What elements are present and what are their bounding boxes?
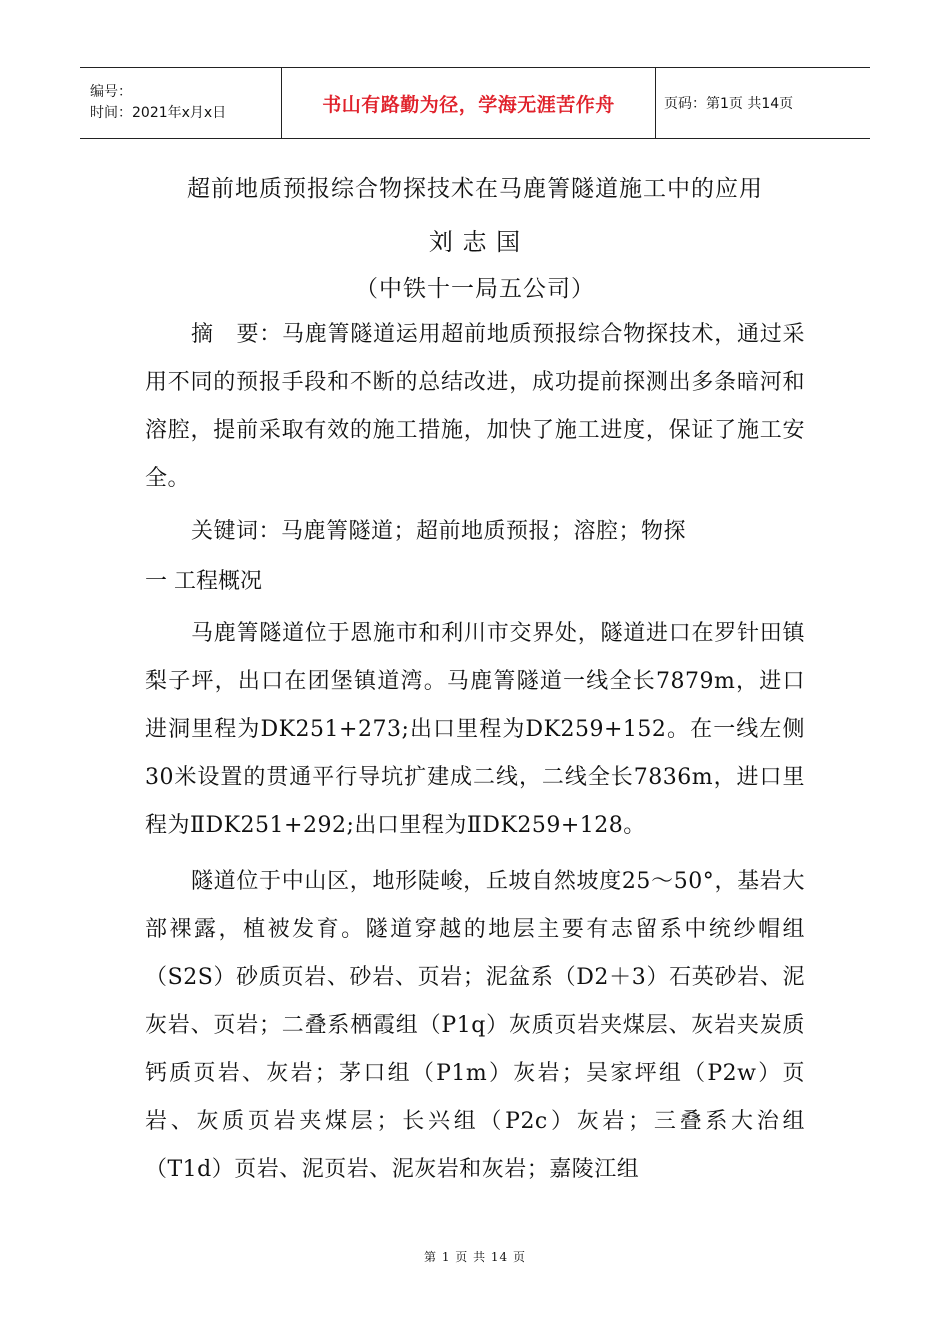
body-paragraph-1: 马鹿箐隧道位于恩施市和利川市交界处，隧道进口在罗针田镇梨子坪，出口在团堡镇道湾。马鹿箐隧道一线全长7879m，进口进洞里程为DK251+273;出口里程为DK259+152。在一线左侧30米设置的贯通平行导坑扩建成二线，二线全长7836m，进口里程为ⅡDK251+292;出口里程为ⅡDK259+128。 — [145, 621, 805, 838]
header-motto-cell — [282, 68, 656, 138]
author-name: 刘 志 国 — [428, 228, 522, 256]
page-footer: 第 1 页 共 14 页 — [424, 1250, 526, 1264]
author-affiliation: （中铁十一局五公司） — [355, 276, 595, 302]
abstract-paragraph: 摘 要：马鹿箐隧道运用超前地质预报综合物探技术，通过采用不同的预报手段和不断的总结改进，成功提前探测出多条暗河和溶腔，提前采取有效的施工措施，加快了施工进度，保证了施工安全。 — [145, 322, 805, 491]
section-heading: 一 工程概况 — [145, 569, 262, 594]
page-info-text: 页码：第1页 共14页 — [664, 96, 794, 112]
number-label: 编号： — [90, 84, 132, 100]
motto-text: 书山有路勤为径，学海无涯苦作舟 — [322, 93, 615, 116]
document-title: 超前地质预报综合物探技术在马鹿箐隧道施工中的应用 — [187, 176, 763, 202]
body-paragraph-2: 隧道位于中山区，地形陡峻，丘坡自然坡度25～50°，基岩大部裸露，植被发育。隧道穿越的地层主要有志留系中统纱帽组（S2S）砂质页岩、砂岩、页岩；泥盆系（D2＋3）石英砂岩、泥灰岩、页岩；二叠系栖霞组（P1q）灰质页岩夹煤层、灰岩夹炭质钙质页岩、灰岩；茅口组（P1m）灰岩；吴家坪组（P2w）页岩、灰质页岩夹煤层；长兴组（P2c）灰岩；三叠系大治组（T1d）页岩、泥页岩、泥灰岩和灰岩；嘉陵江组 — [145, 869, 805, 1182]
header-meta — [80, 68, 282, 138]
header-table — [80, 67, 870, 139]
time-label: 时间：2021年x月x日 — [90, 105, 227, 121]
header-page-info — [656, 68, 870, 138]
keywords-line: 关键词：马鹿箐隧道；超前地质预报；溶腔；物探 — [191, 519, 687, 544]
